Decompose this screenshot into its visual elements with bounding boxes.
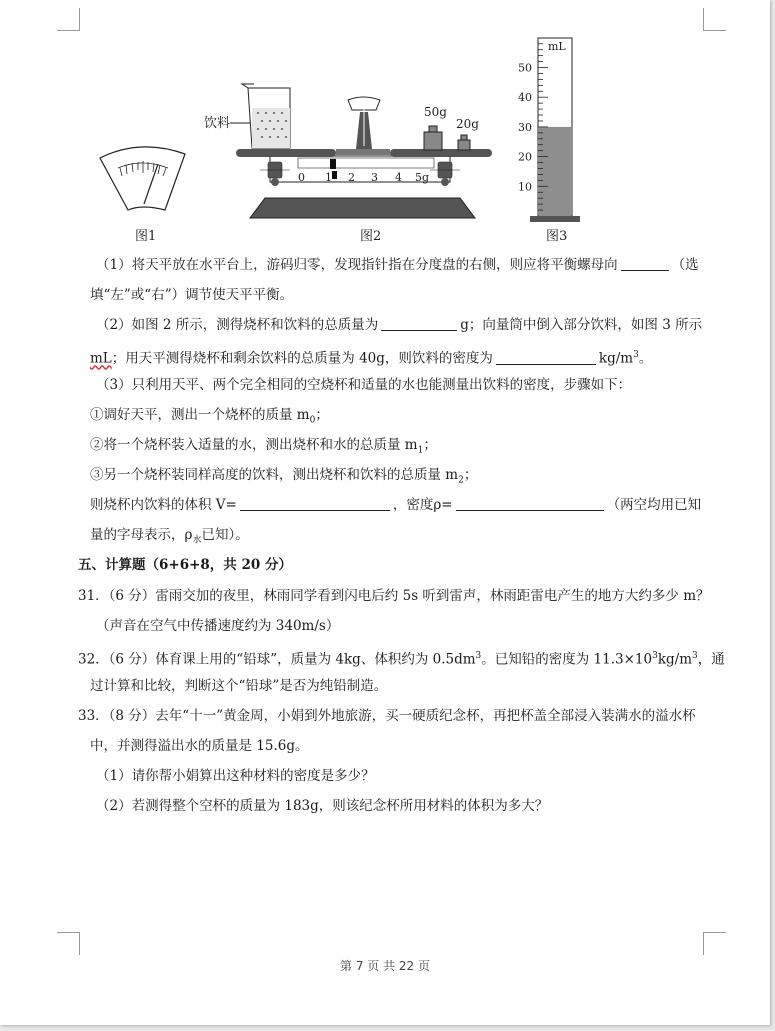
scale-label: 5g xyxy=(415,171,430,184)
weight-50g-label: 50g xyxy=(424,105,447,119)
scale-label: 3 xyxy=(371,171,378,184)
answer-blank-density-expr[interactable] xyxy=(456,496,604,511)
scale-label: 0 xyxy=(298,171,305,184)
figure1-dial xyxy=(100,147,185,244)
section5-title: 五、计算题（6+6+8，共 20 分） xyxy=(78,557,292,573)
q32-line2: 过计算和比较，判断这个“铅球”是否为纯铅制造。 xyxy=(90,678,388,694)
q31-line2: （声音在空气中传播速度约为 340m/s） xyxy=(96,618,340,634)
page-footer: 第 7 页 共 22 页 xyxy=(340,959,430,973)
answer-blank-total-mass[interactable] xyxy=(381,316,457,331)
figures-area xyxy=(90,28,690,248)
step3-line: ③另一个烧杯装同样高度的饮料，测出烧杯和饮料的总质量 $m_2$； xyxy=(90,467,478,486)
scale-label: 1 xyxy=(325,171,332,184)
result-line1: 则烧杯内饮料的体积 V= ，密度ρ= （两空均用已知 xyxy=(90,497,702,513)
crop-mark-top-right xyxy=(703,8,726,31)
part3-line1: （3）只利用天平、两个完全相同的空烧杯和适量的水也能测量出饮料的密度，步骤如下： xyxy=(96,377,632,393)
cylinder-unit: mL xyxy=(548,40,566,53)
scale-label: 2 xyxy=(348,171,355,184)
q31-line1: 31．（6 分）雷雨交加的夜里，林雨同学看到闪电后约 5s 听到雷声，林雨距雷电产生的地方大约多少 m？ xyxy=(78,588,710,604)
figure2-caption: 图2 xyxy=(360,229,382,244)
q32-line1: 32．（6 分）体育课上用的“铅球”，质量为 4kg、体积约为 $0.5dm^3$。已知铅的密度为 $11.3\times 10^3kg/m^3$，通 xyxy=(78,651,725,668)
result-line2: 量的字母表示，$\rho_水$已知）。 xyxy=(90,527,249,546)
crop-mark-bottom-right xyxy=(703,932,726,955)
figure2-balance xyxy=(204,84,492,244)
part1-line1: （1）将天平放在水平台上，游码归零，发现指针指在分度盘的右侧，则应将平衡螺母向 （选 xyxy=(96,257,699,273)
answer-blank-volume[interactable] xyxy=(240,496,390,511)
q33-line1: 33．（8 分）去年“十一”黄金周，小娟到外地旅游，买一硬质纪念杯，再把杯盖全部浸入装满水的溢水杯 xyxy=(78,708,696,724)
step1-line: ①调好天平，测出一个烧杯的质量 $m_0$； xyxy=(90,407,329,426)
part2-line2: mL；用天平测得烧杯和剩余饮料的总质量为 40g，则饮料的密度为 $kg/m^3$。 xyxy=(90,350,653,367)
answer-blank-direction[interactable] xyxy=(621,256,669,271)
crop-mark-top-left xyxy=(57,8,80,31)
part1-line2: 填“左”或“右”）调节使天平平衡。 xyxy=(90,287,294,303)
figure1-caption: 图1 xyxy=(135,229,157,244)
figure3-cylinder xyxy=(518,38,580,244)
weight-20g-label: 20g xyxy=(456,117,479,131)
crop-mark-bottom-left xyxy=(57,932,80,955)
figure3-caption: 图3 xyxy=(546,229,568,244)
beverage-label: 饮料 xyxy=(204,116,231,131)
scale-label: 4 xyxy=(395,171,402,184)
cylinder-tick-label: 40 xyxy=(518,91,532,105)
q33-line2: 中，并测得溢出水的质量是 15.6g。 xyxy=(90,738,309,754)
cylinder-tick-label: 20 xyxy=(518,150,532,164)
cylinder-tick-label: 50 xyxy=(518,61,532,75)
q33-sub1: （1）请你帮小娟算出这种材料的密度是多少？ xyxy=(96,768,375,784)
part2-line1: （2）如图 2 所示，测得烧杯和饮料的总质量为 g；向量筒中倒入部分饮料，如图 3 所示 xyxy=(96,317,703,333)
answer-blank-density[interactable] xyxy=(496,350,596,365)
step2-line: ②将一个烧杯装入适量的水，测出烧杯和水的总质量 $m_1$； xyxy=(90,437,437,456)
cylinder-tick-label: 10 xyxy=(518,180,532,194)
cylinder-tick-label: 30 xyxy=(518,120,532,134)
q33-sub2: （2）若测得整个空杯的质量为 183g，则该纪念杯所用材料的体积为多大？ xyxy=(96,798,549,814)
